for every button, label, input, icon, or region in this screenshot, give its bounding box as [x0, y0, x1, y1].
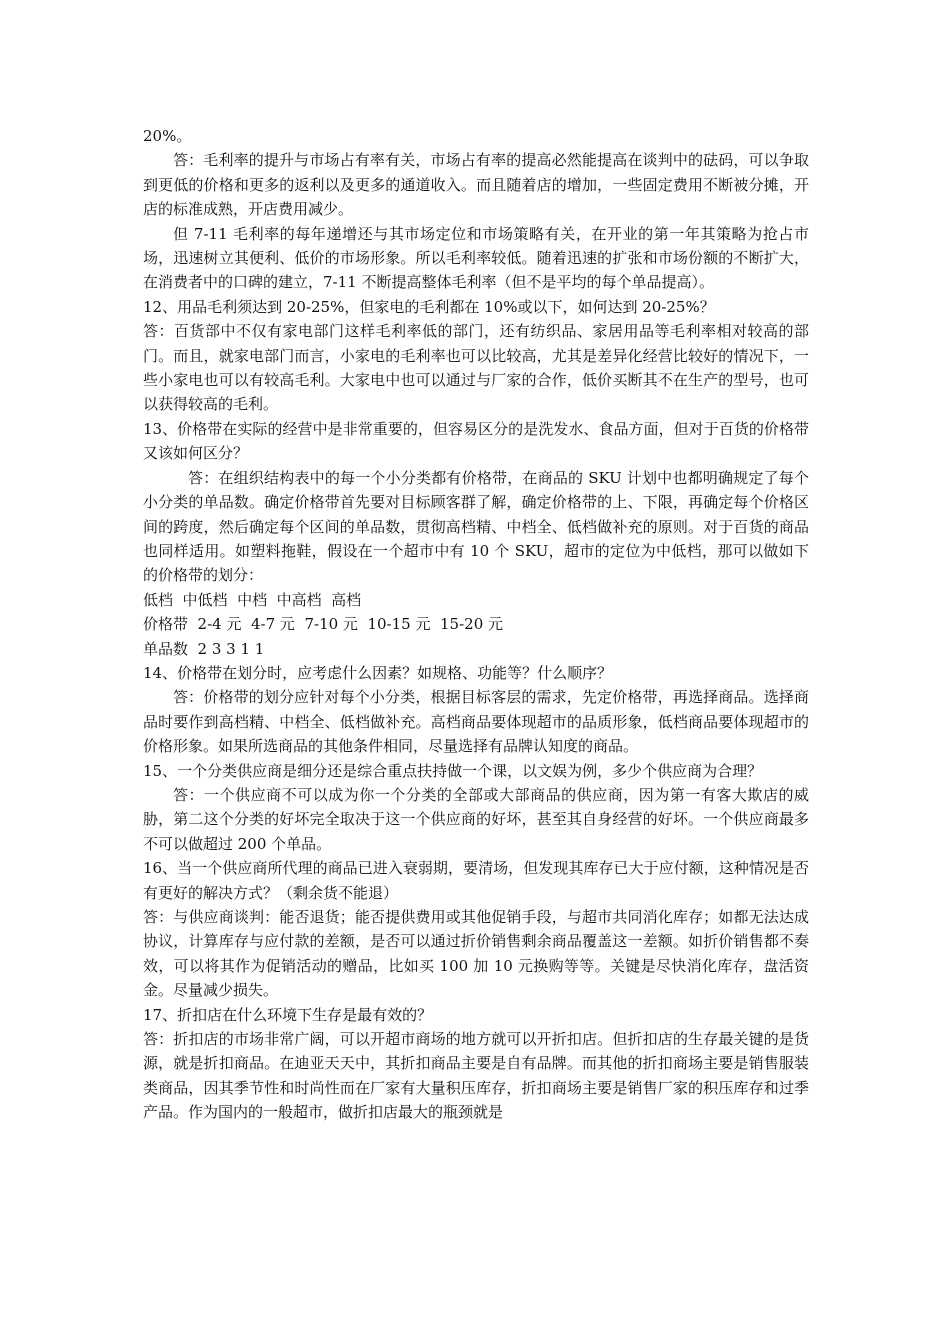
price-band-row: 价格带 2-4 元 4-7 元 7-10 元 10-15 元 15-20 元	[143, 615, 504, 634]
price-band-row: 低档 中低档 中档 中高档 高档	[143, 590, 362, 609]
paragraph: 答：在组织结构表中的每一个小分类都有价格带，在商品的 SKU 计划中也都明确规定了每个小分类的单品数。确定价格带首先要对目标顾客群了解，确定价格带的上、下限，再确定每个价格区间的跨度，然后确定每个区间的单品数，贯彻高档精、中档全、低档做补充的原则。对于百货的商品也同样适用。如塑料拖鞋，假设在一个超市中有 10 个 SKU，超市的定位为中低档，那可以做如下的价格带的划分：	[143, 468, 809, 585]
question-heading: 13、价格带在实际的经营中是非常重要的，但容易区分的是洗发水、食品方面，但对于百货的价格带又该如何区分？	[143, 419, 809, 463]
paragraph: 20%。	[143, 127, 192, 145]
paragraph: 答：折扣店的市场非常广阔，可以开超市商场的地方就可以开折扣店。但折扣店的生存最关键的是货源，就是折扣商品。在迪亚天天中，其折扣商品主要是自有品牌。而其他的折扣商场主要是销售服装类商品，因其季节性和时尚性而在厂家有大量积压库存，折扣商场主要是销售厂家的积压库存和过季产品。作为国内的一般超市，做折扣店最大的瓶颈就是	[143, 1030, 809, 1122]
paragraph: 答：一个供应商不可以成为你一个分类的全部或大部商品的供应商，因为第一有客大欺店的威胁，第二这个分类的好坏完全取决于这一个供应商的好坏，甚至其自身经营的好坏。一个供应商最多不可以做超过 200 个单品。	[143, 785, 809, 853]
question-heading: 17、折扣店在什么环境下生存是最有效的？	[143, 1005, 433, 1024]
question-heading: 16、当一个供应商所代理的商品已进入衰弱期，要清场，但发现其库存已大于应付额，这种情况是否有更好的解决方式？（剩余货不能退）	[143, 859, 809, 902]
paragraph: 答：百货部中不仅有家电部门这样毛利率低的部门，还有纺织品、家居用品等毛利率相对较高的部门。而且，就家电部门而言，小家电的毛利率也可以比较高，尤其是差异化经营比较好的情况下，一些小家电也可以有较高毛利。大家电中也可以通过与厂家的合作，低价买断其不在生产的型号，也可以获得较高的毛利。	[143, 322, 809, 414]
paragraph: 答：价格带的划分应针对每个小分类，根据目标客层的需求，先定价格带，再选择商品。选择商品时要作到高档精、中档全、低档做补充。高档商品要体现超市的品质形象，低档商品要体现超市的价格形象。如果所选商品的其他条件相同，尽量选择有品牌认知度的商品。	[143, 688, 809, 756]
question-heading: 14、价格带在划分时，应考虑什么因素？如规格、功能等？什么顺序？	[143, 663, 613, 682]
document-page	[143, 124, 809, 1125]
paragraph: 答：毛利率的提升与市场占有率有关，市场占有率的提高必然能提高在谈判中的砝码，可以争取到更低的价格和更多的返利以及更多的通道收入。而且随着店的增加，一些固定费用不断被分摊，开店的标准成熟，开店费用减少。	[143, 151, 809, 219]
question-heading: 12、用品毛利须达到 20-25%，但家电的毛利都在 10%或以下，如何达到 20-25%？	[143, 297, 715, 316]
paragraph: 答：与供应商谈判：能否退货；能否提供费用或其他促销手段，与超市共同消化库存；如都无法达成协议，计算库存与应付款的差额，是否可以通过折价销售剩余商品覆盖这一差额。如折价销售都不奏效，可以将其作为促销活动的赠品，比如买 100 加 10 元换购等等。关键是尽快消化库存，盘活资金。尽量减少损失。	[143, 908, 809, 1000]
price-band-row: 单品数 2 3 3 1 1	[143, 639, 265, 658]
question-heading: 15、一个分类供应商是细分还是综合重点扶持做一个课，以文娱为例，多少个供应商为合理？	[143, 761, 763, 780]
paragraph: 但 7-11 毛利率的每年递增还与其市场定位和市场策略有关，在开业的第一年其策略为抢占市场，迅速树立其便利、低价的市场形象。所以毛利率较低。随着迅速的扩张和市场份额的不断扩大，在消费者中的口碑的建立，7-11 不断提高整体毛利率（但不是平均的每个单品提高）。	[143, 224, 809, 292]
